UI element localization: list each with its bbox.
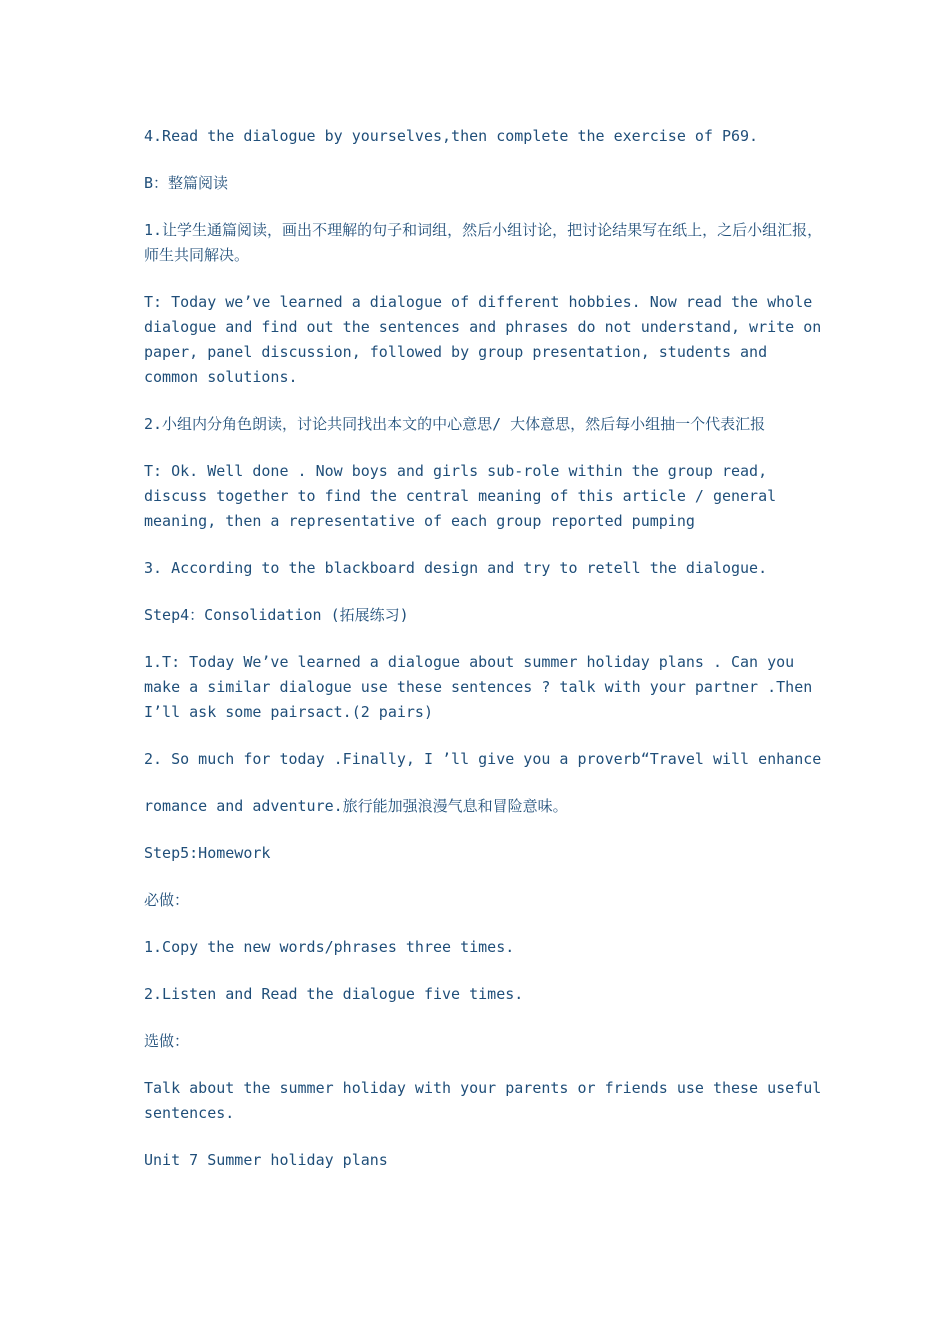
- paragraph-consolidation-1: 1.T: Today We’ve learned a dialogue about summer holiday plans . Can you make a similar dialogue use these sentences ? talk with your partner .Then I’ll ask some pairsact.(2 pairs): [144, 653, 813, 721]
- paragraph-chinese-step-1: 1.让学生通篇阅读，画出不理解的句子和词组，然后小组讨论，把讨论结果写在纸上，之后小组汇报，师生共同解决。: [144, 221, 823, 264]
- paragraph-retell-step-3: 3. According to the blackboard design and try to retell the dialogue.: [144, 559, 768, 577]
- paragraph-teacher-instruction-2: T: Ok. Well done . Now boys and girls sub-role within the group read, discuss together to find the central meaning of this article / general meaning, then a representative of each group reported pumping: [144, 462, 777, 530]
- label-required: 必做：: [144, 891, 190, 909]
- paragraph-proverb-line-2: romance and adventure.旅行能加强浪漫气息和冒险意味。: [144, 797, 568, 815]
- paragraph-teacher-instruction-1: T: Today we’ve learned a dialogue of different hobbies. Now read the whole dialogue and find out the sentences and phrases do not understand, write on paper, panel discussion, followed by group presentation, students and common solutions.: [144, 293, 822, 386]
- homework-item-2: 2.Listen and Read the dialogue five times.: [144, 985, 524, 1003]
- paragraph-proverb-line-1: 2. So much for today .Finally, I ’ll give you a proverb“Travel will enhance: [144, 750, 822, 768]
- document-body: [144, 124, 824, 1195]
- unit-title: Unit 7 Summer holiday plans: [144, 1151, 388, 1169]
- homework-item-1: 1.Copy the new words/phrases three times.: [144, 938, 515, 956]
- section-heading-homework: Step5:Homework: [144, 844, 271, 862]
- section-heading-consolidation: Step4：Consolidation (拓展练习): [144, 606, 409, 624]
- paragraph-reading-step-4: 4.Read the dialogue by yourselves,then complete the exercise of P69.: [144, 127, 759, 145]
- homework-optional-item: Talk about the summer holiday with your parents or friends use these useful sentences.: [144, 1079, 822, 1122]
- label-optional: 选做：: [144, 1032, 190, 1050]
- paragraph-chinese-step-2: 2.小组内分角色朗读，讨论共同找出本文的中心意思/ 大体意思，然后每小组抽一个代表汇报: [144, 415, 766, 433]
- section-heading-whole-reading: B：整篇阅读: [144, 174, 229, 192]
